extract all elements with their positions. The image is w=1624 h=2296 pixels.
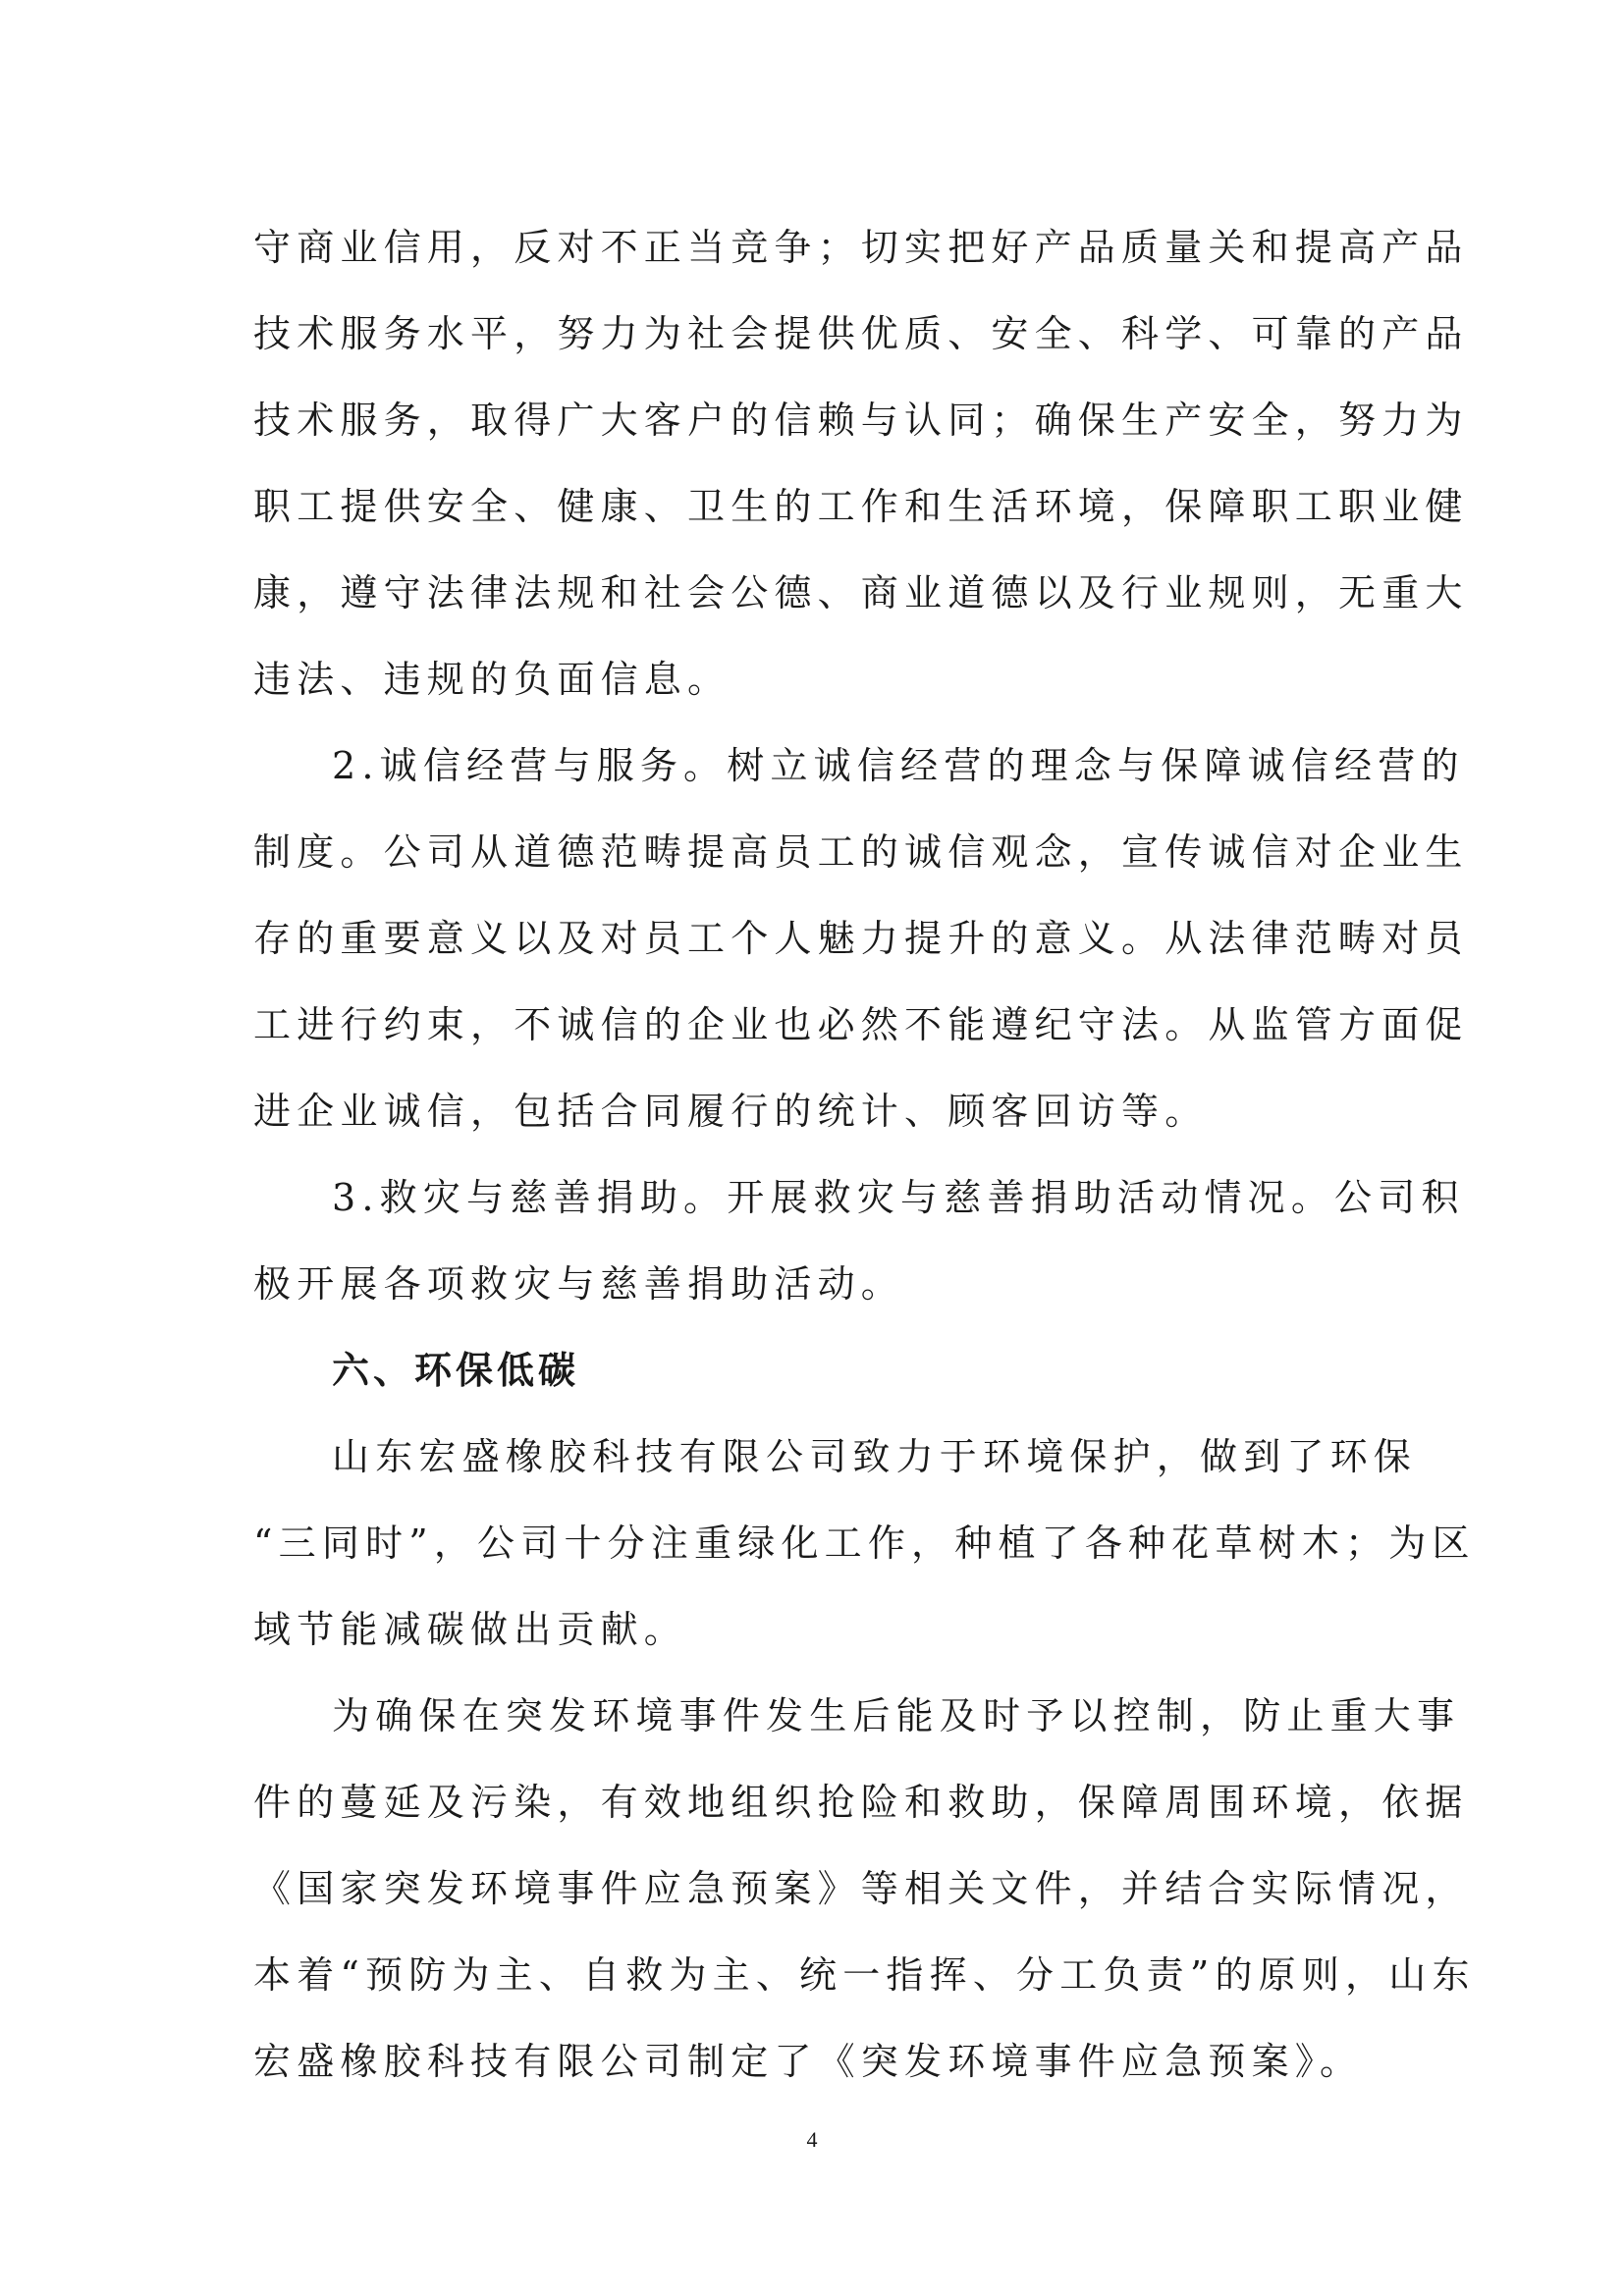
- text-line: 违法、违规的负面信息。: [253, 658, 731, 701]
- text-line: 守商业信用，反对不正当竞争；切实把好产品质量关和提高产品: [253, 226, 1469, 269]
- text-line: “三同时”，公司十分注重绿化工作，种植了各种花草树木；为区: [253, 1522, 1476, 1565]
- text-line: 极开展各项救灾与慈善捐助活动。: [253, 1262, 905, 1306]
- text-line: 康，遵守法律法规和社会公德、商业道德以及行业规则，无重大: [253, 571, 1469, 614]
- text-line: 件的蔓延及污染，有效地组织抢险和救助，保障周围环境，依据: [253, 1781, 1469, 1824]
- text-line: 域节能减碳做出贡献。: [253, 1608, 688, 1651]
- paragraph-first-line: 3.救灾与慈善捐助。开展救灾与慈善捐助活动情况。公司积: [332, 1176, 1465, 1219]
- section-heading: 六、环保低碳: [332, 1349, 580, 1392]
- paragraph-first-line: 2.诚信经营与服务。树立诚信经营的理念与保障诚信经营的: [332, 744, 1465, 787]
- paragraph-first-line: 山东宏盛橡胶科技有限公司致力于环境保护，做到了环保: [332, 1435, 1418, 1478]
- text-line: 本着“预防为主、自救为主、统一指挥、分工负责”的原则，山东: [253, 1953, 1476, 1997]
- text-line: 职工提供安全、健康、卫生的工作和生活环境，保障职工职业健: [253, 485, 1469, 528]
- text-line: 进企业诚信，包括合同履行的统计、顾客回访等。: [253, 1090, 1209, 1133]
- text-line: 技术服务水平，努力为社会提供优质、安全、科学、可靠的产品: [253, 312, 1469, 355]
- text-line: 工进行约束，不诚信的企业也必然不能遵纪守法。从监管方面促: [253, 1003, 1469, 1046]
- text-line: 存的重要意义以及对员工个人魅力提升的意义。从法律范畴对员: [253, 917, 1469, 960]
- paragraph-first-line: 为确保在突发环境事件发生后能及时予以控制，防止重大事: [332, 1694, 1461, 1737]
- text-line: 制度。公司从道德范畴提高员工的诚信观念，宣传诚信对企业生: [253, 830, 1469, 874]
- text-line: 《国家突发环境事件应急预案》等相关文件，并结合实际情况，: [253, 1867, 1469, 1910]
- body-text: [253, 204, 1476, 2105]
- page-number: 4: [806, 2127, 818, 2152]
- text-line: 宏盛橡胶科技有限公司制定了《突发环境事件应急预案》。: [253, 2040, 1364, 2083]
- text-line: 技术服务，取得广大客户的信赖与认同；确保生产安全，努力为: [253, 399, 1469, 442]
